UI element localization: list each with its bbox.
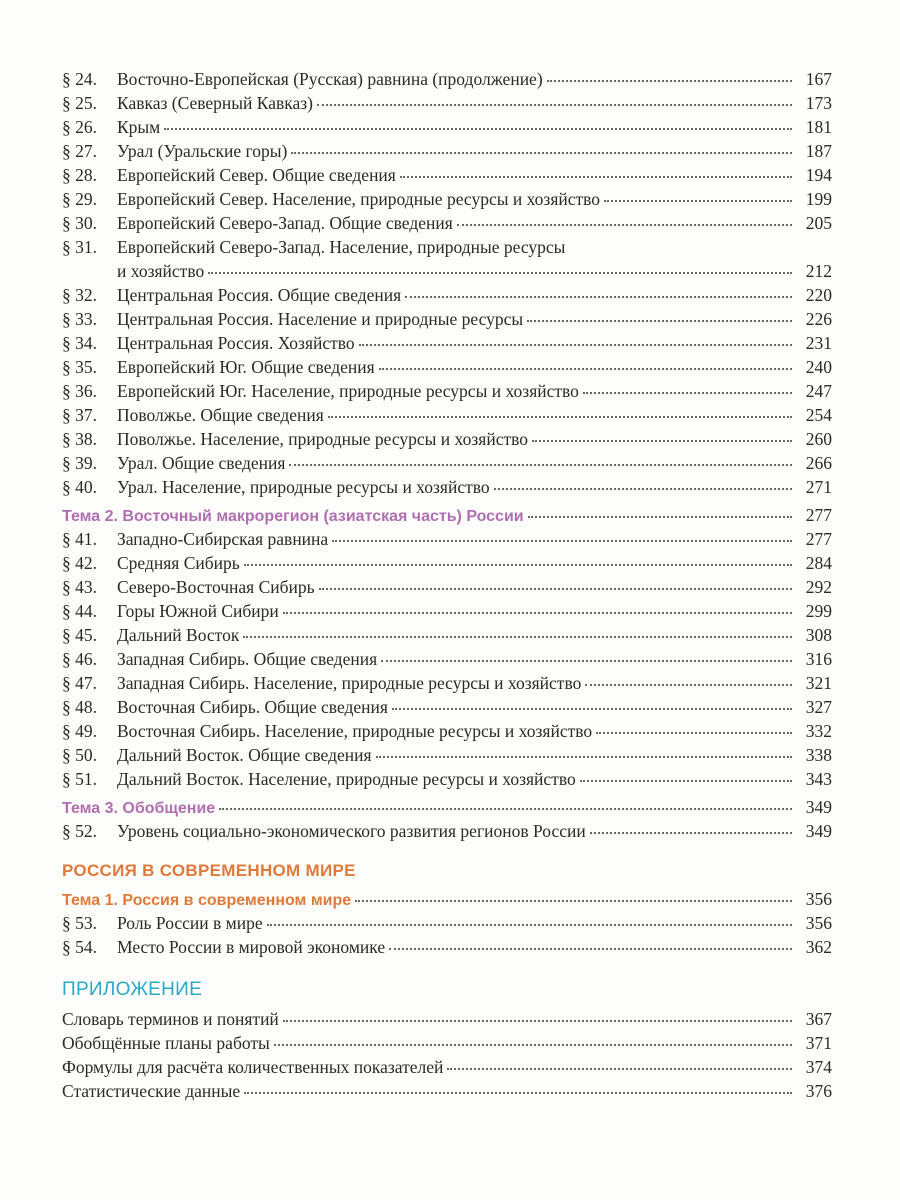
toc-entry[interactable] <box>62 671 832 695</box>
leader-dots <box>596 732 792 734</box>
entry-page: 240 <box>805 357 832 377</box>
theme-title: Тема 3. Обобщение <box>62 800 216 817</box>
entry-number: § 50. <box>62 745 97 765</box>
entry-title: Европейский Юг. Население, природные ресурсы и хозяйство <box>117 381 579 401</box>
toc-entry[interactable] <box>62 355 832 379</box>
entry-number: § 51. <box>62 769 97 789</box>
toc-entry-31[interactable] <box>62 235 832 283</box>
toc-entry[interactable] <box>62 475 832 499</box>
entry-title-line2: и хозяйство <box>117 261 205 281</box>
leader-dots <box>400 176 792 178</box>
leader-dots <box>283 1020 792 1022</box>
leader-dots <box>291 152 792 154</box>
leader-dots <box>219 808 792 810</box>
entry-number: § 41. <box>62 529 97 549</box>
toc-entry[interactable] <box>62 1007 832 1031</box>
entry-page: 194 <box>805 165 832 185</box>
toc-entry[interactable] <box>62 575 832 599</box>
toc-list-theme2 <box>62 527 832 791</box>
entry-title: Урал (Уральские горы) <box>117 141 288 161</box>
entry-number: § 38. <box>62 429 97 449</box>
toc-entry[interactable] <box>62 551 832 575</box>
leader-dots <box>379 368 792 370</box>
theme-2-heading[interactable] <box>62 503 832 527</box>
entry-page: 220 <box>805 285 832 305</box>
entry-page: 349 <box>805 821 832 841</box>
entry-number: § 26. <box>62 117 97 137</box>
leader-dots <box>405 296 792 298</box>
entry-page: 299 <box>805 601 832 621</box>
entry-title: Место России в мировой экономике <box>117 937 386 957</box>
toc-entry[interactable] <box>62 743 832 767</box>
entry-page: 187 <box>805 141 832 161</box>
leader-dots <box>457 224 792 226</box>
leader-dots <box>355 900 792 902</box>
section-heading-appendix: ПРИЛОЖЕНИЕ <box>62 979 203 1000</box>
theme-page: 277 <box>805 505 832 525</box>
entry-page: 343 <box>805 769 832 789</box>
entry-page: 371 <box>805 1033 832 1053</box>
leader-dots <box>532 440 792 442</box>
toc-list-appendix <box>62 1007 832 1103</box>
entry-page: 173 <box>805 93 832 113</box>
entry-title: Обобщённые планы работы <box>62 1033 270 1053</box>
entry-page: 367 <box>805 1009 832 1029</box>
leader-dots <box>289 464 792 466</box>
entry-title: Центральная Россия. Хозяйство <box>117 333 355 353</box>
entry-title: Средняя Сибирь <box>117 553 240 573</box>
toc-entry[interactable] <box>62 819 832 843</box>
toc-entry[interactable] <box>62 767 832 791</box>
entry-number: § 52. <box>62 821 97 841</box>
toc-entry[interactable] <box>62 1031 832 1055</box>
entry-page: 277 <box>805 529 832 549</box>
entry-number: § 31. <box>62 237 97 257</box>
entry-number: § 28. <box>62 165 97 185</box>
entry-page: 308 <box>805 625 832 645</box>
toc-entry[interactable] <box>62 911 832 935</box>
entry-number: § 42. <box>62 553 97 573</box>
entry-title-line1: Европейский Северо-Запад. Население, природные ресурсы <box>117 237 566 257</box>
entry-page: 271 <box>805 477 832 497</box>
toc-entry[interactable] <box>62 187 832 211</box>
entry-number: § 45. <box>62 625 97 645</box>
theme-title: Тема 2. Восточный макрорегион (азиатская часть) России <box>62 508 524 525</box>
toc-entry[interactable] <box>62 91 832 115</box>
entry-page: 332 <box>805 721 832 741</box>
entry-page: 266 <box>805 453 832 473</box>
entry-number: § 46. <box>62 649 97 669</box>
leader-dots <box>274 1044 792 1046</box>
world-theme-1-heading[interactable] <box>62 887 832 911</box>
entry-title: Центральная Россия. Население и природные ресурсы <box>117 309 524 329</box>
entry-number: § 30. <box>62 213 97 233</box>
entry-number: § 49. <box>62 721 97 741</box>
entry-number: § 54. <box>62 937 97 957</box>
toc-entry[interactable] <box>62 935 832 959</box>
entry-page: 321 <box>805 673 832 693</box>
entry-title: Кавказ (Северный Кавказ) <box>117 93 314 113</box>
entry-page: 260 <box>805 429 832 449</box>
leader-dots <box>494 488 792 490</box>
toc-list-theme3 <box>62 819 832 843</box>
entry-title: Западная Сибирь. Общие сведения <box>117 649 378 669</box>
toc-entry[interactable] <box>62 211 832 235</box>
entry-title: Европейский Север. Общие сведения <box>117 165 396 185</box>
theme-page: 349 <box>805 797 832 817</box>
entry-title: Дальний Восток. Общие сведения <box>117 745 372 765</box>
entry-title: Европейский Северо-Запад. Общие сведения <box>117 213 453 233</box>
entry-number: § 39. <box>62 453 97 473</box>
toc-entry[interactable] <box>62 427 832 451</box>
leader-dots <box>585 684 792 686</box>
entry-title: Крым <box>117 117 161 137</box>
entry-title: Дальний Восток. Население, природные ресурсы и хозяйство <box>117 769 576 789</box>
leader-dots <box>381 660 792 662</box>
entry-number: § 37. <box>62 405 97 425</box>
leader-dots <box>376 756 792 758</box>
entry-title: Северо-Восточная Сибирь <box>117 577 315 597</box>
entry-page: 374 <box>805 1057 832 1077</box>
entry-page: 327 <box>805 697 832 717</box>
leader-dots <box>332 540 792 542</box>
entry-title: Европейский Север. Население, природные ресурсы и хозяйство <box>117 189 601 209</box>
entry-number: § 32. <box>62 285 97 305</box>
entry-number: § 25. <box>62 93 97 113</box>
entry-page: 181 <box>805 117 832 137</box>
entry-title: Урал. Население, природные ресурсы и хозяйство <box>117 477 490 497</box>
entry-number: § 47. <box>62 673 97 693</box>
entry-title: Урал. Общие сведения <box>117 453 286 473</box>
entry-title: Роль России в мире <box>117 913 263 933</box>
toc-entry[interactable] <box>62 331 832 355</box>
leader-dots <box>317 104 792 106</box>
leader-dots <box>547 80 792 82</box>
toc-entry[interactable] <box>62 403 832 427</box>
toc-entry[interactable] <box>62 163 832 187</box>
leader-dots <box>392 708 792 710</box>
toc-entry[interactable] <box>62 67 832 91</box>
leader-dots <box>328 416 792 418</box>
entry-title: Западная Сибирь. Население, природные ресурсы и хозяйство <box>117 673 582 693</box>
entry-number: § 33. <box>62 309 97 329</box>
entry-title: Дальний Восток <box>117 625 240 645</box>
entry-number: § 36. <box>62 381 97 401</box>
leader-dots <box>164 128 792 130</box>
leader-dots <box>389 948 792 950</box>
entry-page: 167 <box>805 69 832 89</box>
leader-dots <box>447 1068 792 1070</box>
entry-title: Горы Южной Сибири <box>117 601 279 621</box>
leader-dots <box>580 780 792 782</box>
entry-title: Восточная Сибирь. Общие сведения <box>117 697 388 717</box>
leader-dots <box>359 344 792 346</box>
leader-dots <box>319 588 792 590</box>
section-heading-world: РОССИЯ В СОВРЕМЕННОМ МИРЕ <box>62 861 356 880</box>
entry-title: Формулы для расчёта количественных показателей <box>62 1057 444 1077</box>
entry-page: 226 <box>805 309 832 329</box>
toc-entry[interactable] <box>62 1079 832 1103</box>
entry-number: § 53. <box>62 913 97 933</box>
entry-title: Поволжье. Общие сведения <box>117 405 324 425</box>
toc-list-part1 <box>62 67 832 235</box>
entry-page: 292 <box>805 577 832 597</box>
toc-entry[interactable] <box>62 599 832 623</box>
entry-number: § 29. <box>62 189 97 209</box>
toc-entry[interactable] <box>62 647 832 671</box>
entry-number: § 44. <box>62 601 97 621</box>
entry-title: Западно-Сибирская равнина <box>117 529 329 549</box>
toc-entry[interactable] <box>62 379 832 403</box>
entry-page: 284 <box>805 553 832 573</box>
leader-dots <box>283 612 792 614</box>
toc-entry[interactable] <box>62 695 832 719</box>
entry-page: 212 <box>805 261 832 281</box>
entry-page: 338 <box>805 745 832 765</box>
entry-number: § 24. <box>62 69 97 89</box>
toc-entry[interactable] <box>62 719 832 743</box>
entry-number: § 35. <box>62 357 97 377</box>
leader-dots <box>528 516 792 518</box>
entry-page: 316 <box>805 649 832 669</box>
entry-number: § 40. <box>62 477 97 497</box>
toc-entry[interactable] <box>62 115 832 139</box>
toc-entry[interactable] <box>62 527 832 551</box>
toc-entry[interactable] <box>62 451 832 475</box>
leader-dots <box>244 564 792 566</box>
entry-title: Восточно-Европейская (Русская) равнина (продолжение) <box>117 69 543 89</box>
theme-3-heading[interactable] <box>62 795 832 819</box>
entry-page: 205 <box>805 213 832 233</box>
leader-dots <box>208 272 792 274</box>
entry-title: Европейский Юг. Общие сведения <box>117 357 375 377</box>
entry-number: § 48. <box>62 697 97 717</box>
leader-dots <box>590 832 792 834</box>
entry-number: § 34. <box>62 333 97 353</box>
entry-page: 254 <box>805 405 832 425</box>
entry-number: § 27. <box>62 141 97 161</box>
leader-dots <box>244 1092 792 1094</box>
toc-entry[interactable] <box>62 1055 832 1079</box>
entry-title: Статистические данные <box>62 1081 241 1101</box>
leader-dots <box>243 636 792 638</box>
toc-entry[interactable] <box>62 283 832 307</box>
entry-number: § 43. <box>62 577 97 597</box>
toc-entry[interactable] <box>62 623 832 647</box>
toc-entry[interactable] <box>62 139 832 163</box>
leader-dots <box>583 392 792 394</box>
theme-page: 356 <box>805 889 832 909</box>
leader-dots <box>527 320 792 322</box>
entry-title: Центральная Россия. Общие сведения <box>117 285 402 305</box>
entry-page: 362 <box>805 937 832 957</box>
entry-page: 199 <box>805 189 832 209</box>
leader-dots <box>604 200 792 202</box>
entry-page: 376 <box>805 1081 832 1101</box>
entry-title: Поволжье. Население, природные ресурсы и хозяйство <box>117 429 529 449</box>
entry-title: Уровень социально-экономического развития регионов России <box>117 821 586 841</box>
toc-list-world <box>62 911 832 959</box>
entry-page: 356 <box>805 913 832 933</box>
leader-dots <box>267 924 792 926</box>
entry-page: 231 <box>805 333 832 353</box>
toc-entry[interactable] <box>62 307 832 331</box>
theme-title: Тема 1. Россия в современном мире <box>62 892 352 909</box>
toc-list-part2 <box>62 283 832 499</box>
entry-title: Словарь терминов и понятий <box>62 1009 279 1029</box>
entry-title: Восточная Сибирь. Население, природные ресурсы и хозяйство <box>117 721 593 741</box>
entry-page: 247 <box>805 381 832 401</box>
